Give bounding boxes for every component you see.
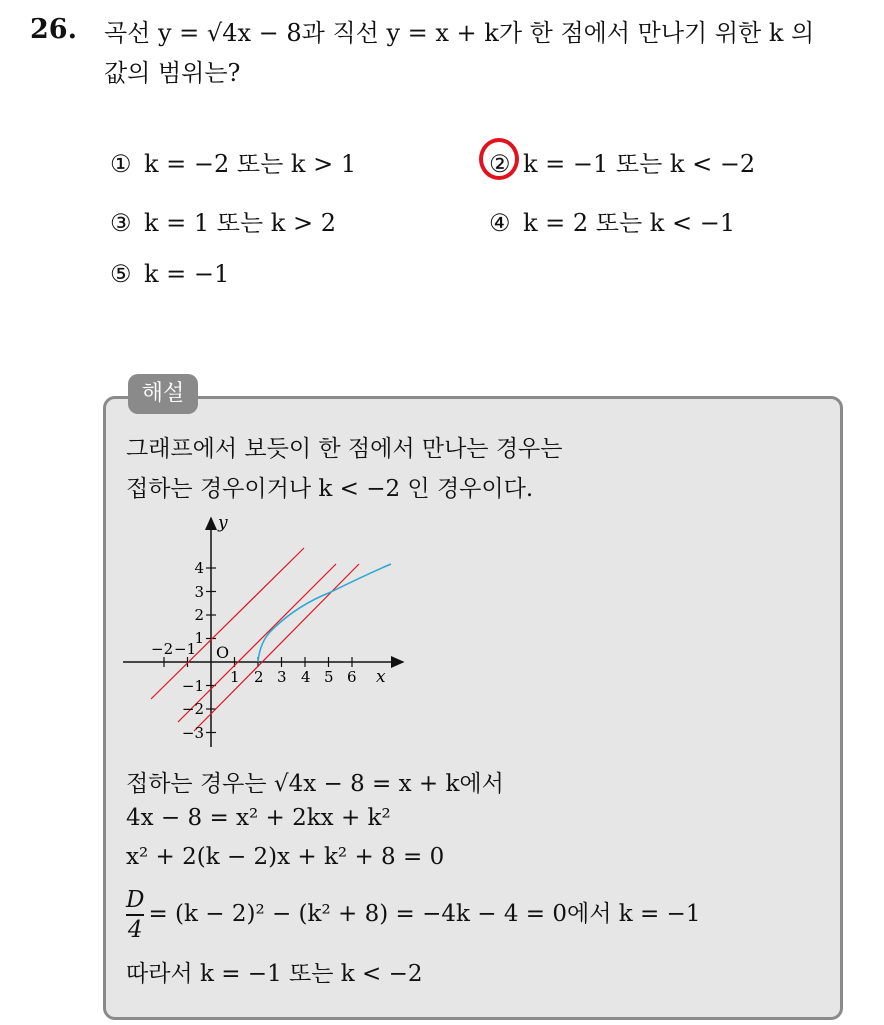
solution-intro-line2: 접하는 경우이거나 k < −2 인 경우이다. <box>126 476 534 502</box>
solution-step3: x² + 2(k − 2)x + k² + 8 = 0 <box>126 844 445 870</box>
fraction-d-over-4 <box>126 886 144 944</box>
option-1[interactable] <box>110 144 356 179</box>
x-tick-label: 4 <box>301 668 311 686</box>
option-4-text: k = 2 또는 k < −1 <box>523 209 736 237</box>
selected-answer-circle <box>479 138 519 180</box>
y-tick-label: 2 <box>194 606 204 624</box>
option-1-text: k = −2 또는 k > 1 <box>144 150 357 178</box>
curve-sqrt <box>258 564 391 662</box>
solution-intro-line1: 그래프에서 보듯이 한 점에서 만나는 경우는 <box>126 436 563 462</box>
y-tick-label: −1 <box>181 677 204 695</box>
option-2[interactable] <box>489 144 755 179</box>
option-5-text: k = −1 <box>144 260 230 288</box>
x-tick-label: 5 <box>324 668 334 686</box>
x-tick-label: 3 <box>277 668 287 686</box>
option-1-mark: ① <box>110 150 132 178</box>
y-tick-label: −3 <box>181 724 204 742</box>
solution-step4-equation: = (k − 2)² − (k² + 8) = −4k − 4 = 0에서 k = −1 <box>148 901 701 927</box>
option-4[interactable] <box>489 203 735 238</box>
y-axis-label: y <box>218 513 228 533</box>
question-number: 26. <box>30 14 77 45</box>
fraction-numerator: D <box>126 886 144 916</box>
y-tick-label: 1 <box>194 629 204 647</box>
x-tick-label: 6 <box>347 668 357 686</box>
option-5[interactable] <box>110 260 229 288</box>
solution-step4 <box>126 886 700 944</box>
option-5-mark: ⑤ <box>110 260 132 288</box>
solution-tag: 해설 <box>128 374 198 414</box>
solution-step1: 접하는 경우는 √4x − 8 = x + k에서 <box>126 771 504 797</box>
x-tick-label: 1 <box>230 668 240 686</box>
option-3[interactable] <box>110 203 336 238</box>
option-2-mark: ② <box>489 150 511 178</box>
option-3-text: k = 1 또는 k > 2 <box>144 209 336 237</box>
graph <box>118 512 418 752</box>
x-tick-label: −2 <box>151 640 174 658</box>
solution-step5: 따라서 k = −1 또는 k < −2 <box>126 961 423 987</box>
fraction-denominator: 4 <box>127 917 143 943</box>
y-tick-label: 3 <box>194 583 204 601</box>
origin-label: O <box>216 643 230 662</box>
question-text-line1: 곡선 y = √4x − 8과 직선 y = x + k가 한 점에서 만나기 위한 k 의 <box>104 19 815 47</box>
solution-step2: 4x − 8 = x² + 2kx + k² <box>126 805 391 831</box>
option-4-mark: ④ <box>489 209 511 237</box>
option-2-text: k = −1 또는 k < −2 <box>523 150 756 178</box>
x-axis-label: x <box>376 667 386 687</box>
x-tick-label: 2 <box>254 668 264 686</box>
question-text-line2: 값의 범위는? <box>104 59 241 87</box>
option-3-mark: ③ <box>110 209 132 237</box>
x-tick-label: −1 <box>174 640 197 658</box>
y-tick-label: −2 <box>181 700 204 718</box>
y-tick-label: 4 <box>194 559 204 577</box>
